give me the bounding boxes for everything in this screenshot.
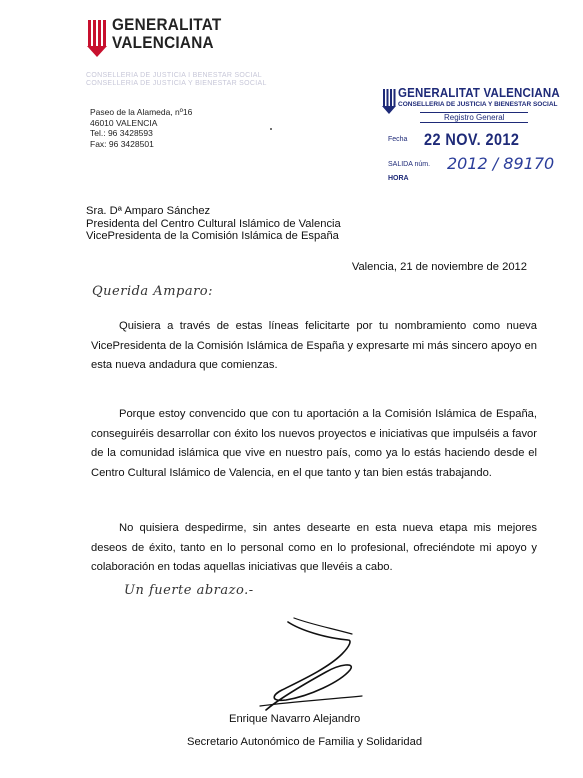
- place-date: Valencia, 21 de noviembre de 2012: [351, 261, 527, 273]
- stamp-register: Registro General: [420, 112, 528, 123]
- stamp-exit-number: 2012 / 89170: [447, 154, 555, 173]
- org-name-line: GENERALITAT: [112, 15, 222, 34]
- address-block: [90, 107, 192, 149]
- stamp-time-label: HORA: [388, 175, 409, 182]
- signatory-title: Secretario Autonómico de Familia y Solidaridad: [187, 736, 423, 748]
- coat-of-arms-icon: [86, 18, 108, 58]
- stamp-date-value: 22 NOV. 2012: [424, 130, 520, 149]
- recipient-line: Presidenta del Centro Cultural Islámico de Valencia: [86, 217, 341, 230]
- stamp-exit-label: SALIDA núm.: [388, 161, 431, 168]
- org-name-line: VALENCIANA: [112, 33, 214, 52]
- stamp-coat-of-arms-icon: [382, 88, 396, 114]
- speck: [270, 128, 272, 130]
- handwritten-closing: Un fuerte abrazo.-: [124, 583, 254, 598]
- signature-icon: [230, 610, 380, 720]
- stamp-date-label: Fecha: [388, 136, 408, 143]
- org-name: [112, 16, 222, 52]
- recipient-line: Sra. Dª Amparo Sánchez: [86, 205, 211, 217]
- address-line: Fax: 96 3428501: [90, 138, 154, 149]
- address-line: Tel.: 96 3428593: [90, 128, 153, 138]
- stamp-org: GENERALITAT VALENCIANA: [398, 86, 560, 100]
- handwritten-greeting: Querida Amparo:: [92, 284, 214, 299]
- stamp-department: CONSELLERIA DE JUSTICIA Y BIENESTAR SOCIAL: [398, 101, 558, 108]
- signatory-name: Enrique Navarro Alejandro: [229, 713, 361, 725]
- recipient-line: VicePresidenta de la Comisión Islámica de España: [86, 230, 339, 242]
- body-paragraph: Quisiera a través de estas líneas felicitarte por tu nombramiento como nueva VicePresidenta de la Comisión Islámica de España y expresarte mi más sincero apoyo en esta nueva andadura que comienzas.: [91, 320, 537, 371]
- recipient-block: [86, 205, 341, 243]
- body-paragraph: No quisiera despedirme, sin antes desearte en esta nueva etapa mis mejores deseos de éxito, tanto en lo personal como en lo profesional, ofreciéndote mi apoyo y colaboración en todas aquellas iniciativas que llevéis a cabo.: [91, 522, 537, 573]
- department-line: CONSELLERIA DE JUSTICIA I BENESTAR SOCIAL: [86, 72, 262, 79]
- department-lines: [86, 72, 267, 88]
- address-line: 46010 VALENCIA: [90, 117, 158, 128]
- body-paragraph: Porque estoy convencido que con tu aportación a la Comisión Islámica de España, conseguiréis desarrollar con éxito los nuevos proyectos e iniciativas que impulséis a favor de la comunidad islámica que vive en nuestro país, como ya lo estás haciendo desde el Centro Cultural Islámico de Valencia, en el que tanto y tan bien estás trabajando.: [91, 408, 537, 479]
- address-line: Paseo de la Alameda, nº16: [90, 107, 193, 117]
- department-line: CONSELLERIA DE JUSTICIA Y BIENESTAR SOCIAL: [86, 80, 267, 87]
